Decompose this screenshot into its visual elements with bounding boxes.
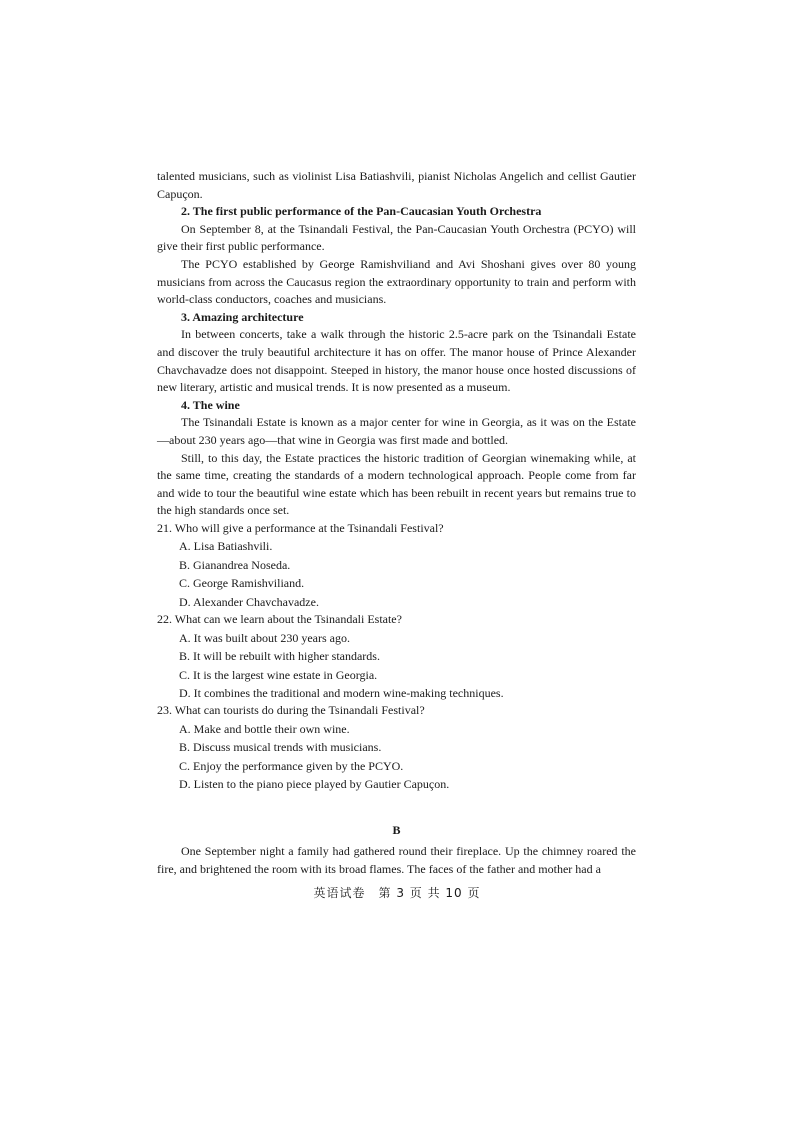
section-heading: 3. Amazing architecture [181, 309, 304, 324]
section-paragraph: In between concerts, take a walk through the historic 2.5-acre park on the Tsinandali Estate and discover the truly beautiful architecture it has on offer. The manor house of Prince Alexander Chavchavadze does not disappoint. Steeped in history, the manor house once hosted discussions of new literary, artistic and musical trends. It is now presented as a museum. [157, 327, 636, 395]
section-paragraph: The PCYO established by George Ramishviliand and Avi Shoshani gives over 80 young musicians from across the Caucasus region the extraordinary opportunity to train and perform with world-class conductors, coaches and musicians. [157, 256, 636, 307]
passage-a-section [157, 203, 636, 309]
passage-a-intro-continuation: talented musicians, such as violinist Lisa Batiashvili, pianist Nicholas Angelich and cellist Gautier Capuçon. [157, 169, 636, 201]
page-footer: 英语试卷 第 3 页 共 10 页 [313, 886, 481, 900]
section-paragraph: Still, to this day, the Estate practices the historic tradition of Georgian winemaking while, at the same time, creating the standards of a modern technological approach. People come from far and wide to tour the beautiful wine estate which has been rebuilt in recent years but remains true to the high standards once set. [157, 450, 636, 518]
question-stem: 23. What can tourists do during the Tsinandali Festival? [157, 703, 425, 718]
question-stem: 22. What can we learn about the Tsinandali Estate? [157, 612, 402, 627]
question-option: A. It was built about 230 years ago. [179, 630, 350, 645]
question-option: A. Make and bottle their own wine. [179, 721, 350, 736]
question-option: C. Enjoy the performance given by the PCYO. [179, 758, 404, 773]
question-option: D. It combines the traditional and modern wine-making techniques. [179, 685, 504, 700]
question-option: C. George Ramishviliand. [179, 576, 305, 591]
section-heading: 2. The first public performance of the Pan-Caucasian Youth Orchestra [181, 204, 542, 219]
question-option: B. Discuss musical trends with musicians. [179, 740, 382, 755]
question-option: B. It will be rebuilt with higher standards. [179, 649, 380, 664]
question-option: D. Alexander Chavchavadze. [179, 594, 319, 609]
section-heading: 4. The wine [181, 397, 240, 412]
question-stem: 21. Who will give a performance at the Tsinandali Festival? [157, 520, 444, 535]
question-option: D. Listen to the piano piece played by Gautier Capuçon. [179, 777, 450, 792]
question-23 [157, 702, 636, 793]
question-option: C. It is the largest wine estate in Georgia. [179, 667, 378, 682]
passage-b-opening: One September night a family had gathered round their fireplace. Up the chimney roared the fire, and brightened the room with its broad flames. The faces of the father and mother had a [157, 844, 636, 876]
exam-page [157, 168, 636, 878]
question-option: A. Lisa Batiashvili. [179, 539, 273, 554]
question-21 [157, 520, 636, 611]
passage-a-section [157, 397, 636, 520]
passage-b-letter: B [392, 822, 401, 837]
question-option: B. Gianandrea Noseda. [179, 557, 291, 572]
passage-a-section [157, 309, 636, 397]
section-paragraph: On September 8, at the Tsinandali Festival, the Pan-Caucasian Youth Orchestra (PCYO) will give their first public performance. [157, 221, 636, 254]
question-22 [157, 611, 636, 702]
section-paragraph: The Tsinandali Estate is known as a major center for wine in Georgia, as it was on the Estate—about 230 years ago—that wine in Georgia was first made and bottled. [157, 415, 636, 447]
